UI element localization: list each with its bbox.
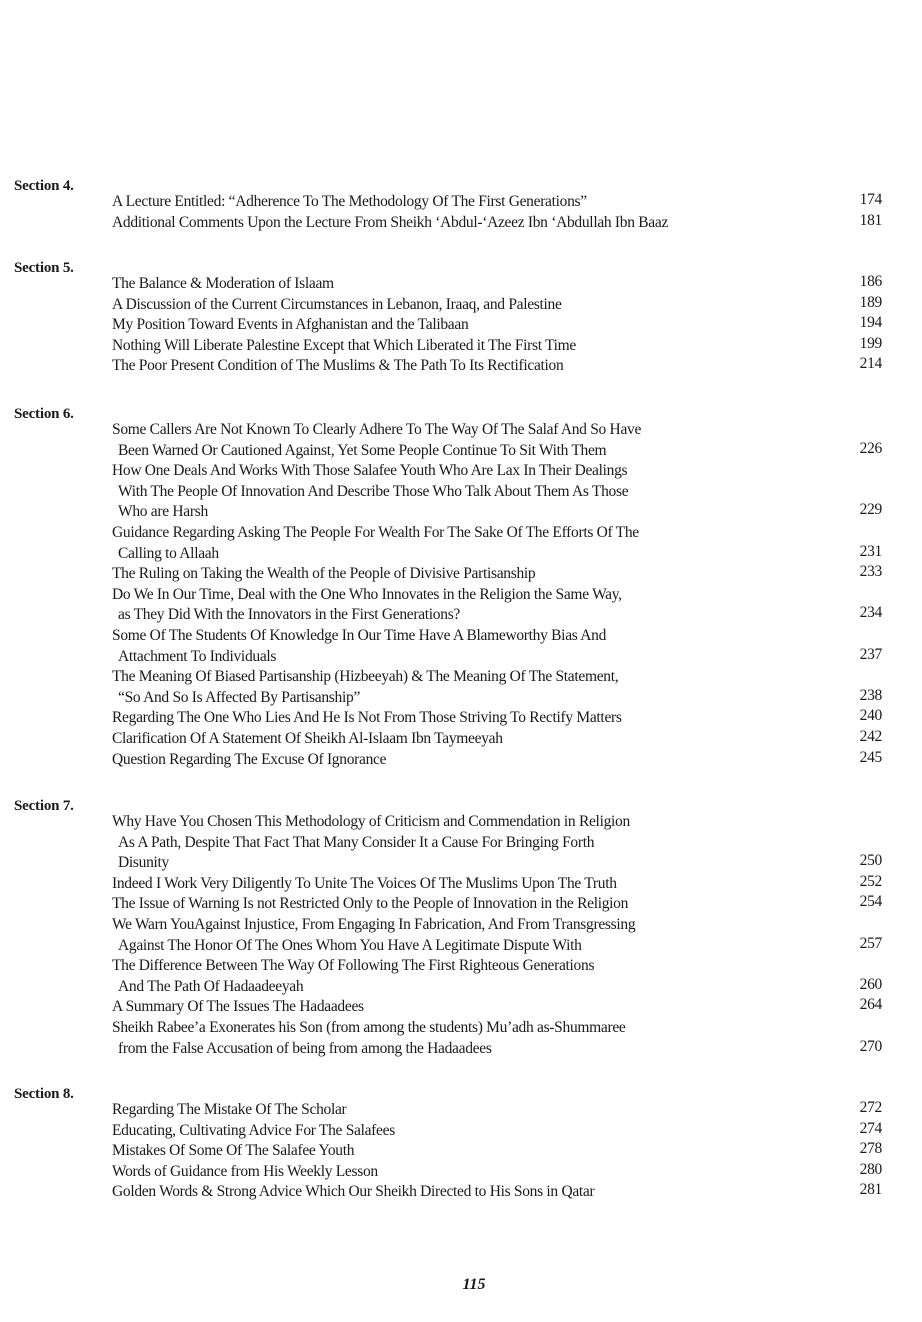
entry-title xyxy=(112,295,892,316)
entry-title-line: Additional Comments Upon the Lecture From Sheikh ‘Abdul-‘Azeez Ibn ‘Abdullah Ibn Baaz xyxy=(112,213,669,231)
entry-title-line: Some Callers Are Not Known To Clearly Adhere To The Way Of The Salaf And So Have xyxy=(112,421,642,438)
entry-title xyxy=(112,274,892,295)
entry-title-line: “So And So Is Affected By Partisanship” xyxy=(118,688,361,706)
entry-title xyxy=(112,874,892,895)
entry-page-number: 270 xyxy=(859,1037,882,1055)
toc-entry[interactable] xyxy=(112,274,892,295)
toc-entry[interactable] xyxy=(112,1162,892,1183)
section-label: Section 5. xyxy=(14,260,74,276)
entry-title xyxy=(112,708,892,729)
entry-page-number: 280 xyxy=(859,1160,882,1178)
section-label: Section 6. xyxy=(14,406,74,422)
entry-title-line: A Lecture Entitled: “Adherence To The Methodology Of The First Generations” xyxy=(112,193,587,210)
toc-entry[interactable] xyxy=(112,1141,892,1162)
toc-entry[interactable] xyxy=(112,461,892,523)
entry-title-line: Question Regarding The Excuse Of Ignorance xyxy=(112,750,387,768)
entry-page-number: 238 xyxy=(859,686,882,704)
entry-title-line: Regarding The One Who Lies And He Is Not From Those Striving To Rectify Matters xyxy=(112,709,622,727)
toc-entry[interactable] xyxy=(112,915,892,956)
entry-title xyxy=(112,1100,892,1121)
entry-title xyxy=(112,1182,892,1203)
toc-entry[interactable] xyxy=(112,626,892,667)
toc-entry[interactable] xyxy=(112,336,892,357)
toc-entry[interactable] xyxy=(112,894,892,915)
toc-entry[interactable] xyxy=(112,315,892,336)
entry-title xyxy=(112,626,892,667)
entry-title-line: Disunity xyxy=(118,854,169,872)
entry-title xyxy=(112,585,892,626)
entry-page-number: 199 xyxy=(859,334,882,352)
entry-title-line: Some Of The Students Of Knowledge In Our Time Have A Blameworthy Bias And xyxy=(112,626,607,644)
entry-title xyxy=(112,1162,892,1183)
toc-entry[interactable] xyxy=(112,708,892,729)
section-label: Section 8. xyxy=(14,1086,74,1102)
entry-title xyxy=(112,915,892,956)
entry-title-line: as They Did With the Innovators in the First Generations? xyxy=(118,606,461,624)
entry-title xyxy=(112,336,892,357)
toc-entry[interactable] xyxy=(112,523,892,564)
entry-title xyxy=(112,894,892,915)
entry-title xyxy=(112,1141,892,1162)
entry-page-number: 250 xyxy=(859,852,882,870)
entry-title-line: My Position Toward Events in Afghanistan and the Talibaan xyxy=(112,316,469,334)
entry-title xyxy=(112,461,892,523)
entry-title-line: Do We In Our Time, Deal with the One Who Innovates in the Religion the Same Way, xyxy=(112,585,622,603)
entry-title-line: The Difference Between The Way Of Following The First Righteous Generations xyxy=(112,957,595,975)
toc-entry[interactable] xyxy=(112,667,892,708)
entry-title-line: Attachment To Individuals xyxy=(118,647,277,665)
entry-title-line: With The People Of Innovation And Describe Those Who Talk About Them As Those xyxy=(118,482,629,500)
section-label: Section 7. xyxy=(14,798,74,814)
toc-entry[interactable] xyxy=(112,192,892,213)
toc-entry[interactable] xyxy=(112,213,892,234)
entry-title xyxy=(112,315,892,336)
entry-page-number: 281 xyxy=(859,1181,882,1199)
entry-title xyxy=(112,1018,892,1059)
entry-title xyxy=(112,356,892,377)
entry-page-number: 240 xyxy=(859,707,882,725)
toc-entry[interactable] xyxy=(112,750,892,771)
entry-page-number: 231 xyxy=(859,542,882,560)
page-number: 115 xyxy=(462,1276,486,1293)
entry-title-line: And The Path Of Hadaadeeyah xyxy=(118,977,304,995)
entry-title xyxy=(112,729,892,750)
entry-title xyxy=(112,956,892,997)
entry-list xyxy=(112,1100,892,1203)
entry-page-number: 237 xyxy=(859,645,882,663)
entry-page-number: 234 xyxy=(859,604,882,622)
entry-title-line: Who are Harsh xyxy=(118,503,208,521)
entry-title-line: Educating, Cultivating Advice For The Salafees xyxy=(112,1121,395,1139)
entry-title-line: Why Have You Chosen This Methodology of Criticism and Commendation in Religion xyxy=(112,813,630,830)
entry-list xyxy=(112,812,892,1059)
entry-page-number: 252 xyxy=(859,872,882,890)
entry-title-line: Calling to Allaah xyxy=(118,544,219,562)
entry-title-line: Golden Words & Strong Advice Which Our Sheikh Directed to His Sons in Qatar xyxy=(112,1183,595,1201)
entry-title xyxy=(112,213,892,234)
toc-entry[interactable] xyxy=(112,564,892,585)
entry-page-number: 174 xyxy=(859,191,882,208)
entry-page-number: 274 xyxy=(859,1119,882,1137)
entry-title xyxy=(112,1121,892,1142)
toc-entry[interactable] xyxy=(112,1018,892,1059)
toc-entry[interactable] xyxy=(112,1100,892,1121)
entry-title-line: We Warn YouAgainst Injustice, From Engaging In Fabrication, And From Transgressing xyxy=(112,915,636,933)
entry-page-number: 278 xyxy=(859,1140,882,1158)
entry-title xyxy=(112,997,892,1018)
entry-title-line: A Discussion of the Current Circumstances in Lebanon, Iraaq, and Palestine xyxy=(112,295,562,313)
entry-title-line: Clarification Of A Statement Of Sheikh Al-Islaam Ibn Taymeeyah xyxy=(112,729,503,747)
entry-title xyxy=(112,523,892,564)
entry-title-line: The Issue of Warning Is not Restricted Only to the People of Innovation in the Religion xyxy=(112,895,629,913)
toc-entry[interactable] xyxy=(112,356,892,377)
toc-entry[interactable] xyxy=(112,729,892,750)
entry-title-line: Guidance Regarding Asking The People For Wealth For The Sake Of The Efforts Of The xyxy=(112,523,639,541)
entry-page-number: 245 xyxy=(859,748,882,766)
entry-page-number: 260 xyxy=(859,975,882,993)
section-label: Section 4. xyxy=(14,178,74,194)
entry-list xyxy=(112,274,892,377)
entry-title-line: Mistakes Of Some Of The Salafee Youth xyxy=(112,1142,355,1160)
entry-page-number: 242 xyxy=(859,727,882,745)
entry-list xyxy=(112,192,892,233)
entry-title-line: Been Warned Or Cautioned Against, Yet Some People Continue To Sit With Them xyxy=(118,441,607,459)
entry-page-number: 233 xyxy=(859,563,882,581)
entry-title-line: Indeed I Work Very Diligently To Unite The Voices Of The Muslims Upon The Truth xyxy=(112,874,617,892)
toc-entry[interactable] xyxy=(112,420,892,461)
entry-page-number: 257 xyxy=(859,934,882,952)
toc-entry[interactable] xyxy=(112,1182,892,1203)
toc-entry[interactable] xyxy=(112,874,892,895)
entry-list xyxy=(112,420,892,770)
entry-page-number: 229 xyxy=(859,501,882,519)
entry-page-number: 226 xyxy=(859,439,882,457)
entry-title-line: A Summary Of The Issues The Hadaadees xyxy=(112,998,364,1016)
entry-title-line: Nothing Will Liberate Palestine Except that Which Liberated it The First Time xyxy=(112,336,577,354)
entry-title-line: The Poor Present Condition of The Muslims & The Path To Its Rectification xyxy=(112,357,564,375)
entry-title-line: Against The Honor Of The Ones Whom You Have A Legitimate Dispute With xyxy=(118,936,582,954)
entry-title xyxy=(112,564,892,585)
entry-page-number: 272 xyxy=(859,1099,882,1116)
entry-page-number: 189 xyxy=(859,293,882,311)
entry-title-line: Regarding The Mistake Of The Scholar xyxy=(112,1101,347,1118)
entry-title xyxy=(112,420,892,461)
toc-entry[interactable] xyxy=(112,812,892,874)
entry-page-number: 254 xyxy=(859,893,882,911)
entry-title xyxy=(112,667,892,708)
entry-title-line: The Ruling on Taking the Wealth of the People of Divisive Partisanship xyxy=(112,565,536,583)
entry-title-line: Sheikh Rabee’a Exonerates his Son (from among the students) Mu’adh as-Shummaree xyxy=(112,1018,626,1036)
entry-page-number: 181 xyxy=(859,211,882,229)
entry-title-line: How One Deals And Works With Those Salafee Youth Who Are Lax In Their Dealings xyxy=(112,462,628,480)
entry-title-line: The Balance & Moderation of Islaam xyxy=(112,275,334,292)
entry-page-number: 186 xyxy=(859,273,882,290)
entry-title xyxy=(112,812,892,874)
entry-page-number: 194 xyxy=(859,314,882,332)
toc-entry[interactable] xyxy=(112,585,892,626)
entry-page-number: 264 xyxy=(859,996,882,1014)
toc-entry[interactable] xyxy=(112,997,892,1018)
entry-title xyxy=(112,750,892,771)
entry-page-number: 214 xyxy=(859,355,882,373)
entry-title-line: As A Path, Despite That Fact That Many Consider It a Cause For Bringing Forth xyxy=(118,833,595,851)
entry-title-line: from the False Accusation of being from among the Hadaadees xyxy=(118,1039,492,1057)
entry-title-line: The Meaning Of Biased Partisanship (Hizbeeyah) & The Meaning Of The Statement, xyxy=(112,668,619,686)
toc-entry[interactable] xyxy=(112,1121,892,1142)
entry-title-line: Words of Guidance from His Weekly Lesson xyxy=(112,1162,378,1180)
entry-title xyxy=(112,192,892,213)
toc-entry[interactable] xyxy=(112,956,892,997)
toc-entry[interactable] xyxy=(112,295,892,316)
